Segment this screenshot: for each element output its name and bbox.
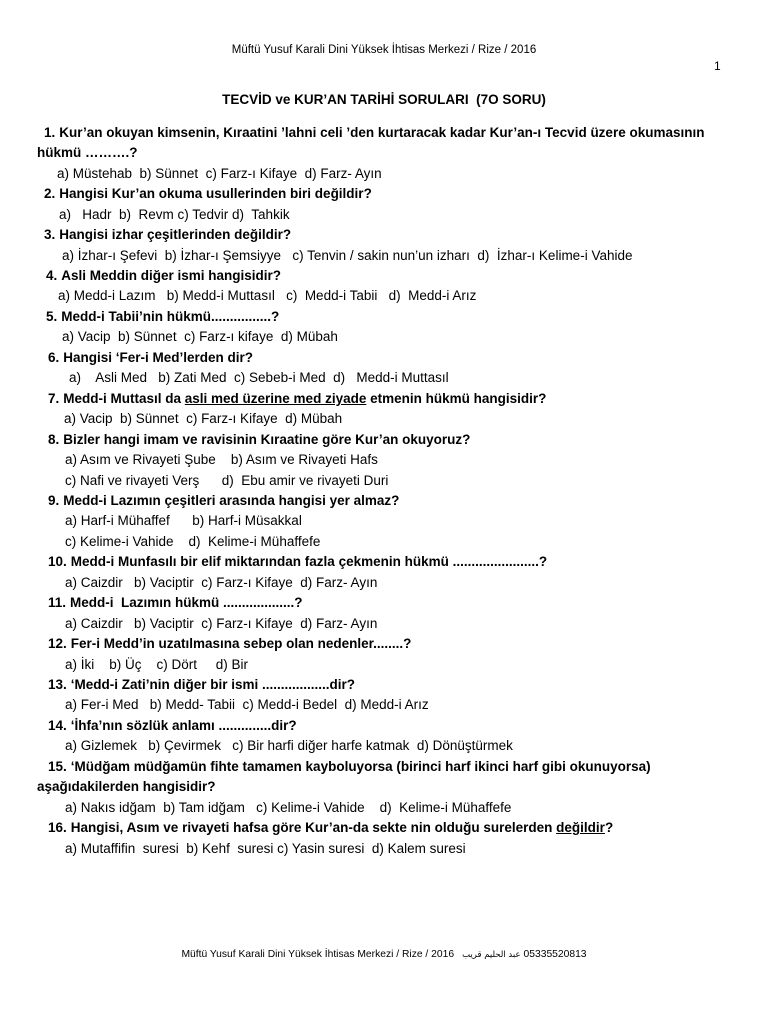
answer-options: a) Nakıs idğam b) Tam idğam c) Kelime-i Vahide d) Kelime-i Mühaffefe bbox=[65, 799, 512, 815]
question-line bbox=[0, 184, 768, 204]
question-line bbox=[0, 266, 768, 286]
answer-options: a) Vacip b) Sünnet c) Farz-ı kifaye d) Mübah bbox=[62, 329, 338, 345]
question-9 bbox=[0, 491, 768, 552]
question-5 bbox=[0, 307, 768, 348]
question-text: Medd-i Munfasılı bir elif miktarından fazla çekmenin hükmü .......................? bbox=[70, 554, 548, 570]
question-text: etmenin hükmü hangisidir? bbox=[366, 390, 547, 406]
question-line bbox=[0, 716, 768, 736]
question-number: 13. bbox=[48, 677, 67, 693]
question-text: ‘Müdğam müdğamün fihte tamamen kayboluyorsa (birinci harf ikinci harf gibi okunuyorsa) bbox=[70, 758, 651, 774]
answer-options: a) Medd-i Lazım b) Medd-i Muttasıl c) Medd-i Tabii d) Medd-i Arız bbox=[58, 288, 477, 304]
question-line bbox=[0, 307, 768, 327]
question-number: 2. bbox=[44, 186, 56, 202]
answer-options: a) Asım ve Rivayeti Şube b) Asım ve Rivayeti Hafs bbox=[65, 452, 378, 468]
question-text: Fer-i Medd’in uzatılmasına sebep olan nedenler........? bbox=[70, 636, 412, 652]
question-7 bbox=[0, 389, 768, 430]
question-1 bbox=[0, 123, 768, 184]
answer-options: a) Asli Med b) Zati Med c) Sebeb-i Med d) Medd-i Muttasıl bbox=[69, 370, 449, 386]
answer-options: a) İki b) Üç c) Dört d) Bir bbox=[65, 656, 249, 672]
question-text: Hangisi, Asım ve rivayeti hafsa göre Kur’an-da sekte nin olduğu surelerden bbox=[70, 820, 557, 836]
question-15 bbox=[0, 757, 768, 818]
document-title: TECVİD ve KUR’AN TARİHİ SORULARI (7O SORU) bbox=[222, 92, 546, 107]
question-8 bbox=[0, 430, 768, 491]
footer-author-name: عبد الحليم قريب bbox=[462, 950, 521, 960]
answer-options: a) Hadr b) Revm c) Tedvir d) Tahkik bbox=[59, 206, 290, 222]
question-text: Hangisi Kur’an okuma usullerinden biri değildir? bbox=[59, 186, 372, 202]
question-16 bbox=[0, 818, 768, 859]
question-text-underlined: değildir bbox=[556, 820, 605, 836]
question-text: Medd-i Lazımın hükmü ...................? bbox=[70, 595, 303, 611]
answer-options: c) Nafi ve rivayeti Verş d) Ebu amir ve rivayeti Duri bbox=[65, 472, 389, 488]
answer-options: a) Fer-i Med b) Medd- Tabii c) Medd-i Bedel d) Medd-i Arız bbox=[65, 697, 429, 713]
question-text: Hangisi izhar çeşitlerinden değildir? bbox=[59, 227, 292, 243]
question-list bbox=[0, 123, 768, 859]
question-text: Medd-i Lazımın çeşitleri arasında hangisi yer almaz? bbox=[63, 492, 400, 508]
page-header: Müftü Yusuf Karali Dini Yüksek İhtisas Merkezi / Rize / 2016 bbox=[231, 44, 537, 56]
question-4 bbox=[0, 266, 768, 307]
footer-institution: Müftü Yusuf Karali Dini Yüksek İhtisas Merkezi / Rize / 2016 bbox=[181, 949, 455, 960]
answer-options: a) Mutaffifin suresi b) Kehf suresi c) Yasin suresi d) Kalem suresi bbox=[65, 840, 466, 856]
question-text: ? bbox=[604, 820, 614, 836]
question-text: Medd-i Tabii’nin hükmü................? bbox=[61, 308, 280, 324]
question-number: 9. bbox=[48, 492, 60, 508]
question-11 bbox=[0, 593, 768, 634]
question-text: Asli Meddin diğer ismi hangisidir? bbox=[61, 267, 282, 283]
answer-options: a) Harf-i Mühaffef b) Harf-i Müsakkal bbox=[65, 513, 302, 529]
question-line bbox=[0, 389, 768, 409]
page-number: 1 bbox=[714, 59, 721, 73]
question-text-underlined: asli med üzerine med ziyade bbox=[184, 390, 367, 406]
question-line bbox=[0, 757, 768, 777]
answer-options: a) Vacip b) Sünnet c) Farz-ı Kifaye d) Mübah bbox=[64, 411, 343, 427]
question-14 bbox=[0, 716, 768, 757]
footer-phone: 05335520813 bbox=[523, 949, 587, 960]
question-number: 15. bbox=[48, 758, 67, 774]
question-line bbox=[0, 593, 768, 613]
question-number: 6. bbox=[48, 349, 60, 365]
answer-options: a) Müstehab b) Sünnet c) Farz-ı Kifaye d) Farz- Ayın bbox=[57, 165, 382, 181]
question-number: 4. bbox=[46, 267, 58, 283]
page-footer bbox=[0, 948, 768, 962]
question-number: 3. bbox=[44, 227, 56, 243]
question-line bbox=[0, 818, 768, 838]
answer-options: a) İzhar-ı Şefevi b) İzhar-ı Şemsiyye c) Tenvin / sakin nun’un izharı d) İzhar-ı Kelime-i Vahide bbox=[62, 247, 633, 263]
question-line bbox=[0, 675, 768, 695]
question-line bbox=[0, 348, 768, 368]
question-12 bbox=[0, 634, 768, 675]
question-line bbox=[0, 430, 768, 450]
question-text: Medd-i Muttasıl da bbox=[63, 390, 185, 406]
answer-options: a) Caizdir b) Vaciptir c) Farz-ı Kifaye d) Farz- Ayın bbox=[65, 615, 378, 631]
question-6 bbox=[0, 348, 768, 389]
question-number: 16. bbox=[48, 820, 67, 836]
question-3 bbox=[0, 225, 768, 266]
question-13 bbox=[0, 675, 768, 716]
question-number: 7. bbox=[48, 390, 60, 406]
question-text-continued: hükmü ……….? bbox=[37, 145, 138, 161]
question-text: Kur’an okuyan kimsenin, Kıraatini ’lahni celi ’den kurtaracak kadar Kur’an-ı Tecvid üzere okumasının bbox=[59, 124, 705, 140]
question-number: 8. bbox=[48, 431, 60, 447]
question-text: ‘İhfa’nın sözlük anlamı ..............dir? bbox=[70, 717, 297, 733]
question-number: 1. bbox=[44, 124, 56, 140]
question-number: 5. bbox=[46, 308, 58, 324]
question-10 bbox=[0, 552, 768, 593]
answer-options: c) Kelime-i Vahide d) Kelime-i Mühaffefe bbox=[65, 533, 321, 549]
question-line bbox=[0, 491, 768, 511]
question-line bbox=[0, 552, 768, 572]
question-2 bbox=[0, 184, 768, 225]
question-text: ‘Medd-i Zati’nin diğer bir ismi ..................dir? bbox=[70, 677, 356, 693]
question-line bbox=[0, 123, 768, 143]
question-number: 11. bbox=[48, 595, 67, 611]
question-number: 12. bbox=[48, 636, 67, 652]
question-text: Hangisi ‘Fer-i Med’lerden dir? bbox=[63, 349, 254, 365]
question-number: 14. bbox=[48, 717, 67, 733]
question-line bbox=[0, 225, 768, 245]
answer-options: a) Gizlemek b) Çevirmek c) Bir harfi diğer harfe katmak d) Dönüştürmek bbox=[65, 738, 513, 754]
question-line bbox=[0, 634, 768, 654]
question-number: 10. bbox=[48, 554, 67, 570]
question-text: Bizler hangi imam ve ravisinin Kıraatine göre Kur’an okuyoruz? bbox=[63, 431, 471, 447]
answer-options: a) Caizdir b) Vaciptir c) Farz-ı Kifaye d) Farz- Ayın bbox=[65, 574, 378, 590]
question-text-continued: aşağıdakilerden hangisidir? bbox=[37, 779, 216, 795]
